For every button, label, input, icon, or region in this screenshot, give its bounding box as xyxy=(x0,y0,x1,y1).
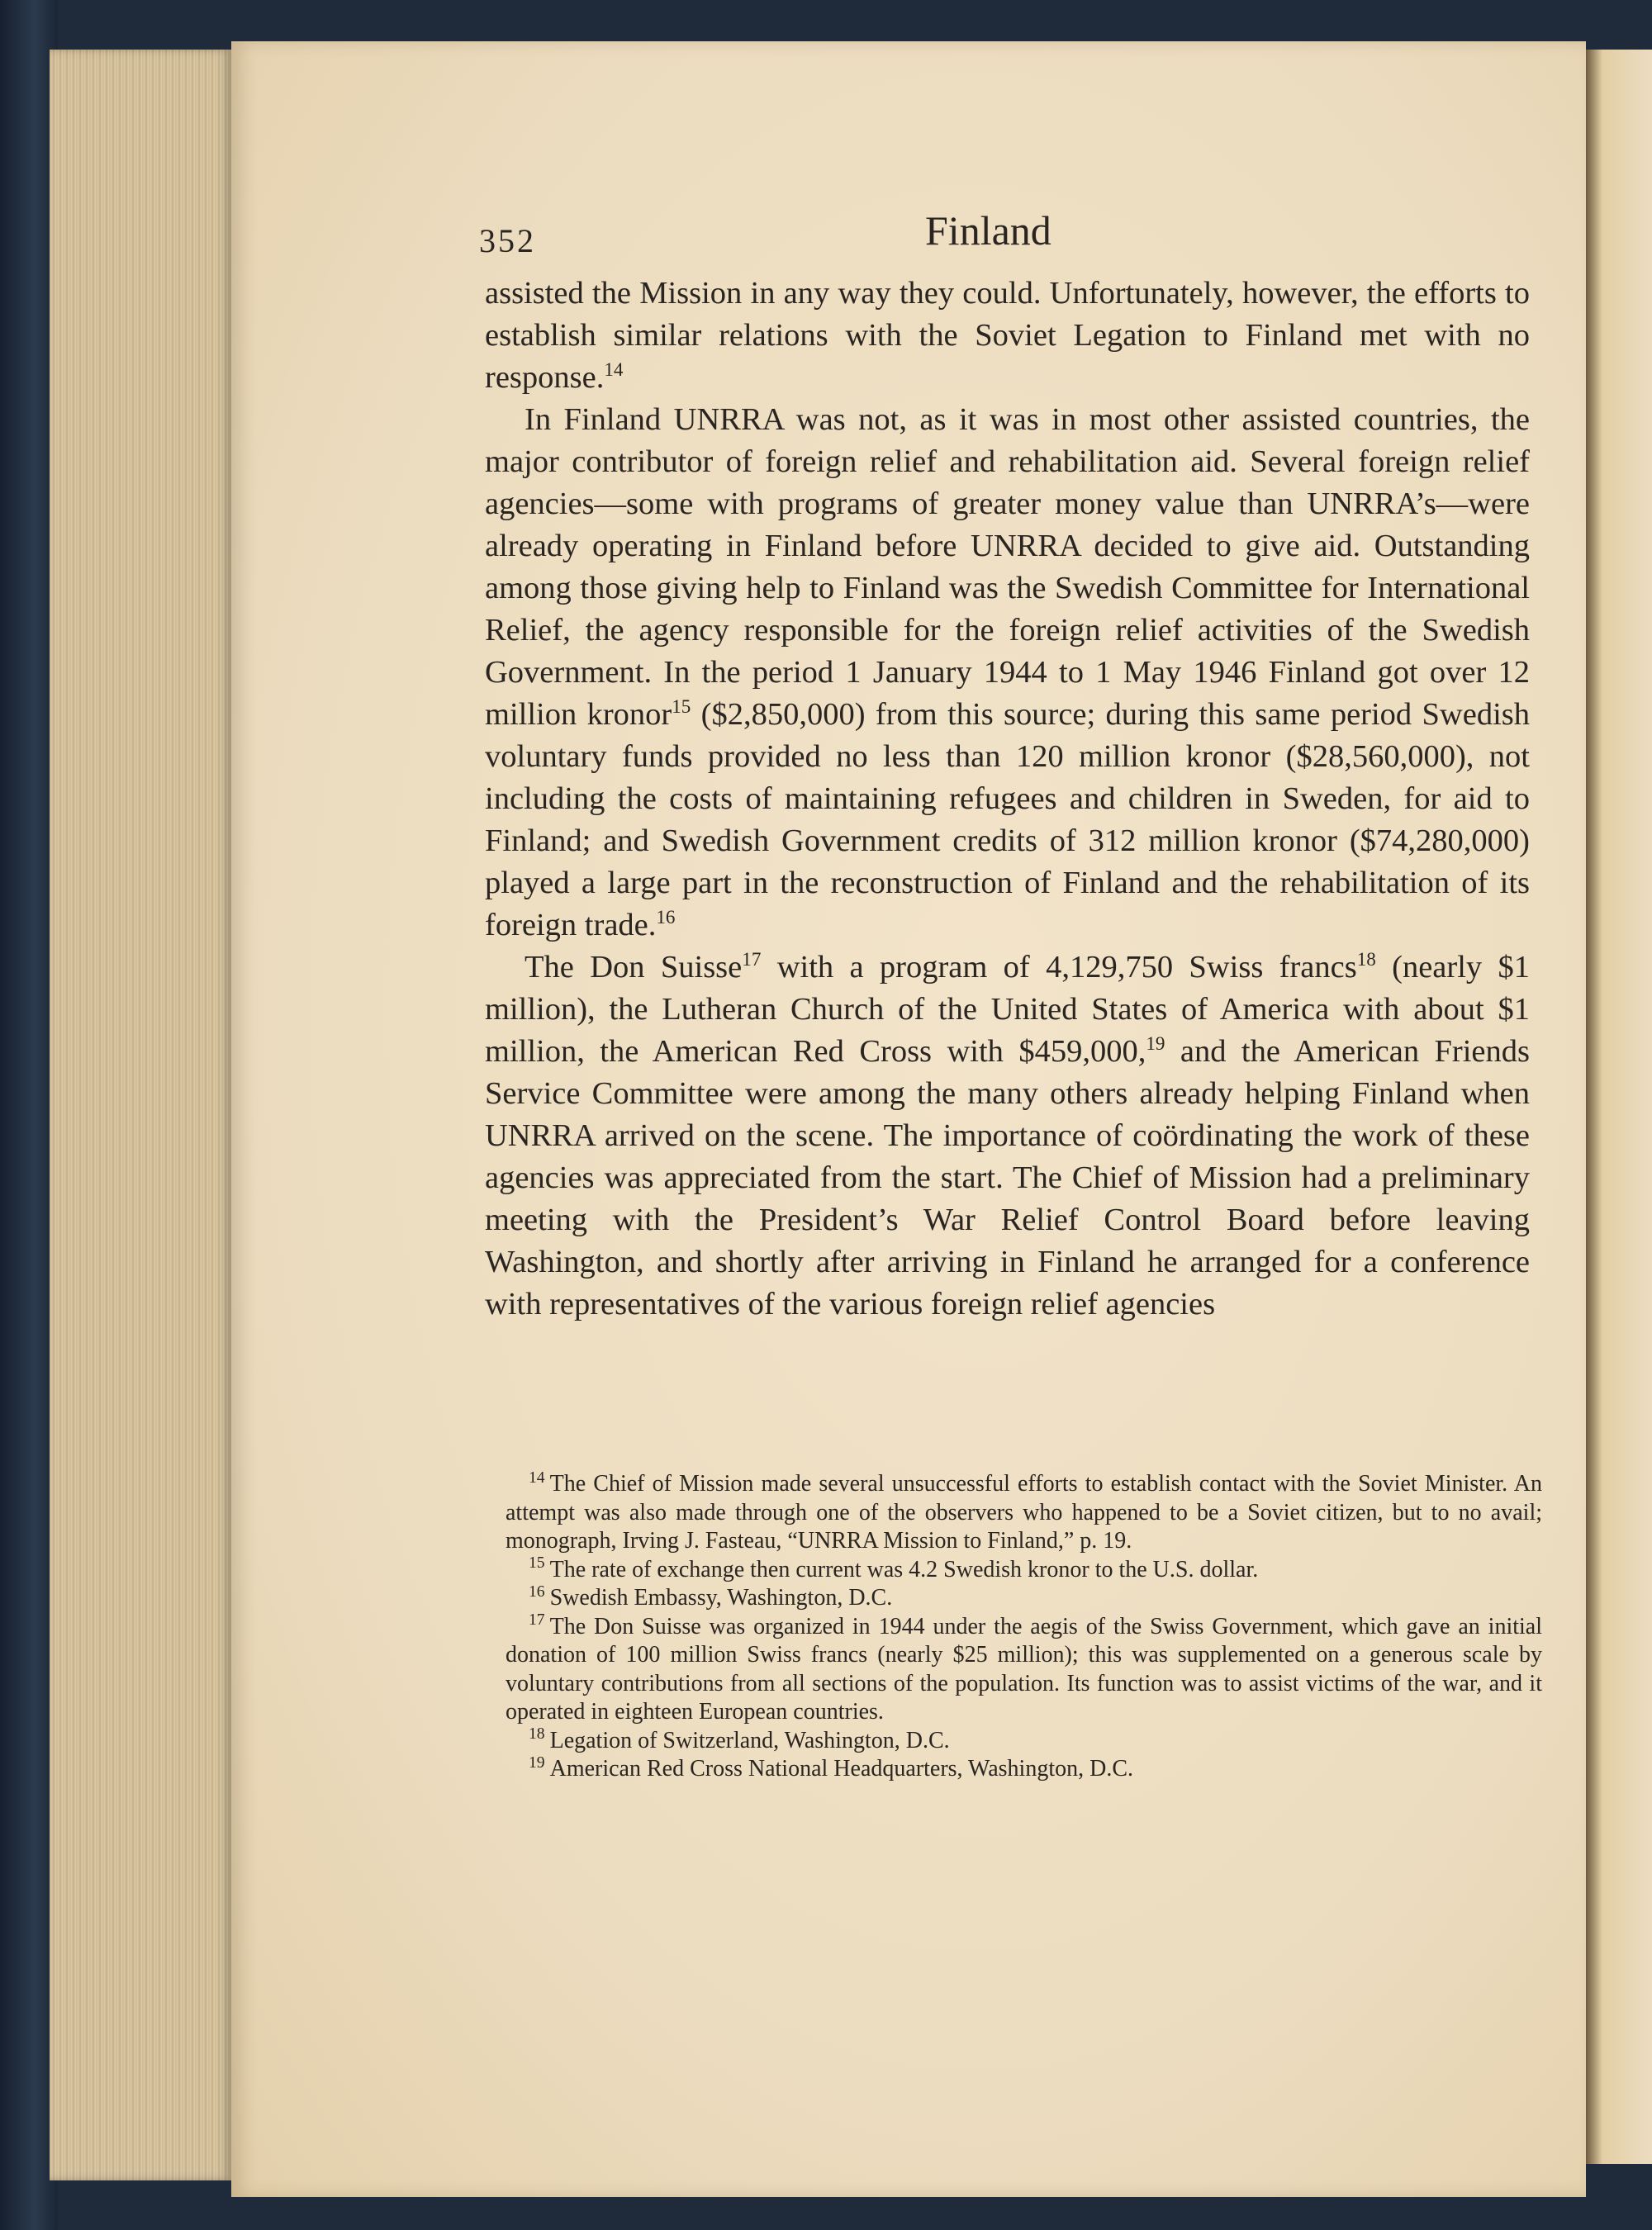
footnote-number: 17 xyxy=(529,1611,545,1630)
paragraph-2 xyxy=(485,399,1530,947)
footnote-17 xyxy=(506,1613,1542,1727)
footnote-ref-18: 18 xyxy=(1356,948,1376,970)
paragraph-3 xyxy=(485,947,1530,1326)
footnote-ref-15: 15 xyxy=(672,695,691,718)
paragraph-1-text: assisted the Mission in any way they could. Unfortunately, however, the efforts to establish similar relations with the Soviet Legation to Finland met with no response. xyxy=(485,276,1530,395)
footnotes xyxy=(506,1470,1542,1784)
paragraph-2-text-b: ($2,850,000) from this source; during this same period Swedish voluntary funds provided no less than 120 million kronor ($28,560,000), not including the costs of maintaining refugees and children in Sweden, for aid to Finland; and Swedish Government credits of 312 million kronor ($74,280,000) played a large part in the reconstruction of Finland and the rehabilitation of its foreign trade. xyxy=(485,697,1530,942)
paragraph-1 xyxy=(485,273,1530,399)
footnote-number: 14 xyxy=(529,1468,545,1487)
page-header xyxy=(479,206,1553,273)
paragraph-3-text-a: The Don Suisse xyxy=(525,950,743,985)
footnote-text: Legation of Switzerland, Washington, D.C. xyxy=(549,1727,950,1753)
footnote-text: The Don Suisse was organized in 1944 under the aegis of the Swiss Government, which gave an initial donation of 100 million Swiss francs (nearly $25 million); this was supplemented on a generous scale by voluntary contributions from all sections of the population. Its function was to assist victims of the war, and it operated in eighteen European countries. xyxy=(506,1613,1542,1725)
paragraph-3-text-b: with a program of 4,129,750 Swiss francs xyxy=(761,950,1357,985)
footnote-number: 19 xyxy=(529,1753,545,1772)
footnote-ref-14: 14 xyxy=(604,358,624,381)
footnote-ref-17: 17 xyxy=(742,948,762,970)
footnote-text: Swedish Embassy, Washington, D.C. xyxy=(549,1585,893,1611)
page-number: 352 xyxy=(479,222,536,259)
footnote-text: The Chief of Mission made several unsuccessful efforts to establish contact with the Soviet Minister. An attempt was also made through one of the observers who happened to be a Soviet citizen, but to no avail; monograph, Irving J. Fasteau, “UNRRA Mission to Finland,” p. 19. xyxy=(506,1471,1542,1554)
footnote-text: American Red Cross National Headquarters, Washington, D.C. xyxy=(549,1756,1134,1782)
footnote-18 xyxy=(506,1727,1542,1756)
footnote-15 xyxy=(506,1556,1542,1585)
body-text xyxy=(485,273,1530,1326)
footnote-14 xyxy=(506,1470,1542,1556)
footnote-text: The rate of exchange then current was 4.2 Swedish kronor to the U.S. dollar. xyxy=(549,1556,1259,1582)
footnote-ref-16: 16 xyxy=(656,906,676,928)
footnote-16 xyxy=(506,1584,1542,1613)
footnote-number: 18 xyxy=(529,1725,545,1744)
footnote-number: 16 xyxy=(529,1582,545,1601)
footnote-19 xyxy=(506,1755,1542,1784)
footnote-number: 15 xyxy=(529,1554,545,1573)
facing-page-edge xyxy=(1586,50,1652,2164)
paragraph-3-text-c: (nearly $1 million), the Lutheran Church of the United States of America with about $1 million, the American Red Cross with $459,000, xyxy=(485,950,1531,1069)
paragraph-2-text-a: In Finland UNRRA was not, as it was in most other assisted countries, the major contributor of foreign relief and rehabilitation aid. Several foreign relief agencies—some with programs of greater money value than UNRRA’s—were already operating in Finland before UNRRA decided to give aid. Outstanding among those giving help to Finland was the Swedish Committee for International Relief, the agency responsible for the foreign relief activities of the Swedish Government. In the period 1 January 1944 to 1 May 1946 Finland got over 12 million kronor xyxy=(485,402,1530,732)
running-title: Finland xyxy=(925,207,1051,254)
page-edges xyxy=(50,50,231,2180)
footnote-ref-19: 19 xyxy=(1146,1032,1165,1055)
paragraph-3-text-d: and the American Friends Service Committee were among the many others already helping Finland when UNRRA arrived on the scene. The importance of coördinating the work of these agencies was appreciated from the start. The Chief of Mission had a preliminary meeting with the President’s War Relief Control Board before leaving Washington, and shortly after arriving in Finland he arranged for a conference with representatives of the various foreign relief agencies xyxy=(485,1034,1531,1321)
